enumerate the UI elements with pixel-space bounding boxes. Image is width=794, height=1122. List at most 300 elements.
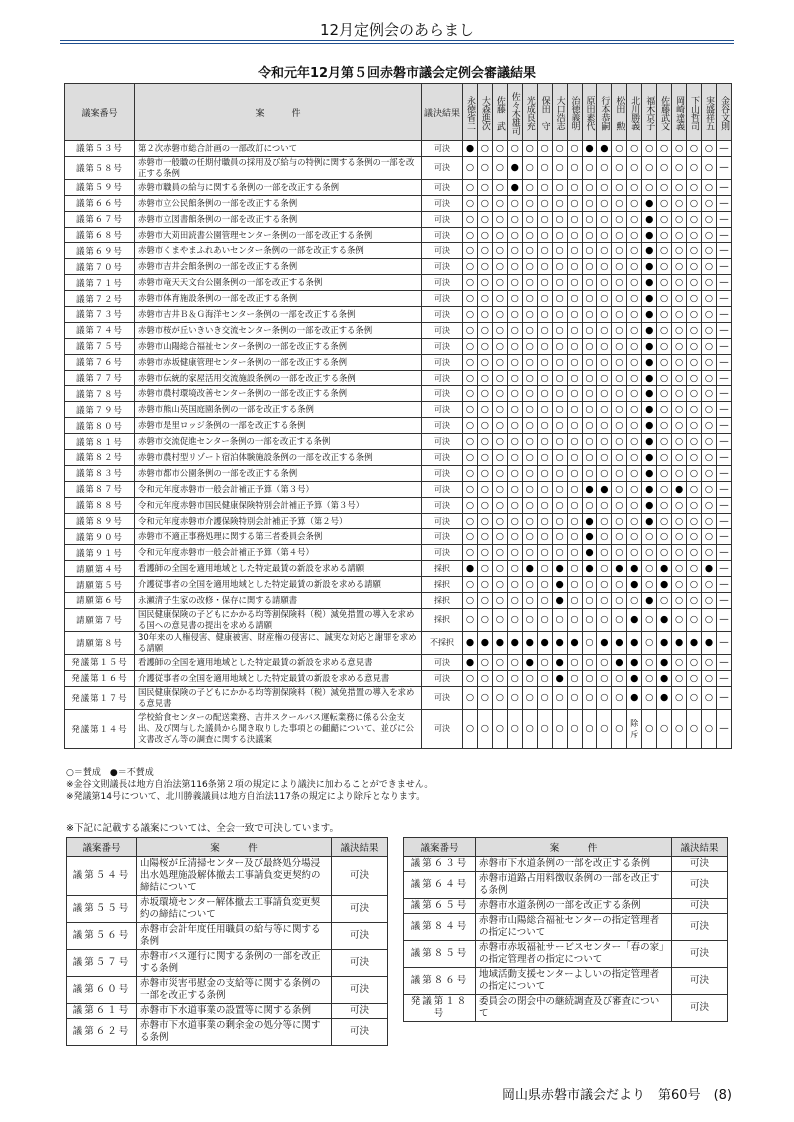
vote-mark: ○	[627, 291, 642, 307]
vote-mark: ○	[477, 243, 492, 259]
vote-mark: ○	[672, 259, 687, 275]
bill-result: 採択	[422, 577, 463, 593]
vote-mark: ○	[522, 195, 537, 211]
bill-title: 赤磐市吉井Ｂ＆Ｇ海洋センター条例の一部を改正する条例	[135, 307, 422, 323]
vote-mark: ○	[582, 195, 597, 211]
vote-mark: ○	[537, 402, 552, 418]
vote-mark: ○	[552, 545, 567, 561]
vote-mark: —	[716, 631, 731, 654]
vote-mark: ○	[597, 227, 612, 243]
vote-mark: ○	[507, 654, 522, 670]
vote-mark: ○	[567, 275, 582, 291]
vote-mark: ○	[522, 156, 537, 179]
header-result: 議決結果	[422, 84, 463, 141]
bill-number: 議第６６号	[65, 195, 135, 211]
vote-mark: ○	[477, 338, 492, 354]
vote-mark: ○	[552, 141, 567, 157]
member-name: 佐藤 武	[492, 84, 507, 141]
vote-mark: ●	[642, 291, 657, 307]
vote-mark: ○	[537, 481, 552, 497]
table-row	[65, 243, 732, 259]
bill-result: 可決	[672, 995, 728, 1022]
vote-mark: ○	[537, 354, 552, 370]
vote-mark: ○	[463, 608, 478, 631]
bill-result: 可決	[422, 338, 463, 354]
vote-mark: ○	[567, 670, 582, 686]
vote-mark: ●	[672, 631, 687, 654]
vote-mark: ○	[687, 259, 702, 275]
bill-result: 可決	[332, 857, 388, 896]
vote-mark: ○	[687, 418, 702, 434]
vote-mark: ○	[507, 338, 522, 354]
vote-mark: ○	[477, 418, 492, 434]
member-name: 下山哲司	[687, 84, 702, 141]
vote-mark: ○	[477, 291, 492, 307]
table-row	[65, 291, 732, 307]
vote-mark: ○	[687, 211, 702, 227]
vote-mark: ○	[642, 561, 657, 577]
vote-mark: ○	[612, 156, 627, 179]
vote-mark: ○	[687, 497, 702, 513]
vote-mark: ●	[597, 631, 612, 654]
vote-mark: ●	[642, 227, 657, 243]
vote-mark: ○	[627, 338, 642, 354]
vote-mark: ●	[522, 654, 537, 670]
bill-result: 可決	[672, 914, 728, 941]
vote-mark: ○	[463, 434, 478, 450]
header-item: 案 件	[476, 838, 672, 857]
vote-mark: ○	[597, 545, 612, 561]
vote-mark: ○	[552, 402, 567, 418]
table-row	[65, 497, 732, 513]
vote-mark: ●	[477, 631, 492, 654]
bill-number: 発議第１５号	[65, 654, 135, 670]
vote-mark: ○	[507, 561, 522, 577]
page-footer: 岡山県赤磐市議会だより 第60号 (8)	[502, 1088, 732, 1103]
bill-number: 議第６２号	[67, 1019, 137, 1046]
vote-mark: ○	[567, 195, 582, 211]
bill-number: 議第８７号	[65, 481, 135, 497]
table-row	[65, 686, 732, 709]
bill-number: 議第７１号	[65, 275, 135, 291]
vote-mark: ○	[672, 243, 687, 259]
member-name: 行本恭嗣	[597, 84, 612, 141]
vote-mark: ○	[507, 608, 522, 631]
vote-mark: ○	[672, 211, 687, 227]
vote-mark: ○	[657, 338, 672, 354]
bill-number: 議第５４号	[67, 857, 137, 896]
table-row	[65, 386, 732, 402]
vote-mark: ○	[522, 227, 537, 243]
bill-title: 赤磐市立図書館条例の一部を改正する条例	[135, 211, 422, 227]
member-name: 原田素代	[582, 84, 597, 141]
member-name: 北川勝義	[627, 84, 642, 141]
vote-mark: ○	[567, 211, 582, 227]
vote-mark: ○	[657, 513, 672, 529]
vote-mark: ○	[582, 179, 597, 195]
vote-mark: ○	[567, 654, 582, 670]
vote-mark: ○	[567, 577, 582, 593]
vote-mark: ●	[687, 631, 702, 654]
vote-mark: ○	[597, 654, 612, 670]
vote-mark: ○	[597, 195, 612, 211]
bill-number: 発議第１７号	[65, 686, 135, 709]
table-row	[65, 141, 732, 157]
vote-mark: ○	[507, 322, 522, 338]
vote-mark: ○	[627, 322, 642, 338]
bill-title: 赤磐市一般職の任期付職員の採用及び給与の特例に関する条例の一部を改正する条例	[135, 156, 422, 179]
vote-mark: ○	[492, 195, 507, 211]
vote-mark: ○	[492, 513, 507, 529]
vote-mark: ○	[477, 370, 492, 386]
vote-mark: ○	[672, 670, 687, 686]
vote-mark: ○	[702, 259, 717, 275]
bill-number: 議第７３号	[65, 307, 135, 323]
vote-mark: ○	[687, 608, 702, 631]
vote-mark: ○	[702, 141, 717, 157]
vote-mark: ○	[597, 709, 612, 748]
vote-mark: ○	[492, 291, 507, 307]
vote-mark: ○	[477, 450, 492, 466]
vote-mark: ○	[477, 593, 492, 609]
voting-results-table	[64, 83, 732, 749]
vote-mark: ○	[582, 497, 597, 513]
vote-mark: ○	[492, 275, 507, 291]
vote-mark: ○	[582, 686, 597, 709]
vote-mark: ○	[492, 156, 507, 179]
vote-mark: ○	[687, 243, 702, 259]
vote-mark: ○	[537, 545, 552, 561]
table-row	[404, 995, 728, 1022]
bill-result: 可決	[332, 1004, 388, 1019]
vote-mark: ●	[642, 307, 657, 323]
bill-title: 赤磐市水道条例の一部を改正する条例	[476, 899, 672, 914]
vote-mark: ○	[567, 370, 582, 386]
vote-mark: ○	[507, 481, 522, 497]
bill-title: 赤磐市立公民館条例の一部を改正する条例	[135, 195, 422, 211]
vote-mark: ○	[507, 259, 522, 275]
table-row	[404, 872, 728, 899]
vote-mark: ○	[597, 275, 612, 291]
vote-mark: ○	[582, 259, 597, 275]
vote-mark: ○	[687, 654, 702, 670]
bill-number: 議第６５号	[404, 899, 476, 914]
vote-mark: ○	[522, 322, 537, 338]
bill-number: 議第７０号	[65, 259, 135, 275]
vote-mark: ○	[492, 338, 507, 354]
vote-mark: ○	[672, 593, 687, 609]
vote-mark: ○	[657, 545, 672, 561]
vote-mark: ○	[507, 370, 522, 386]
vote-mark: —	[716, 434, 731, 450]
vote-mark: ○	[537, 709, 552, 748]
vote-mark: ○	[522, 529, 537, 545]
vote-mark: ○	[477, 686, 492, 709]
vote-mark: ○	[477, 434, 492, 450]
vote-mark: ○	[463, 243, 478, 259]
vote-mark: ○	[672, 322, 687, 338]
unanimous-right-body	[404, 857, 728, 1022]
table-row	[65, 227, 732, 243]
vote-mark: ○	[672, 354, 687, 370]
vote-mark: ○	[702, 402, 717, 418]
bill-title: 地域活動支援センターよしいの指定管理者の指定について	[476, 968, 672, 995]
header-rule	[60, 40, 734, 44]
bill-result: 可決	[422, 529, 463, 545]
vote-mark: ○	[612, 141, 627, 157]
vote-mark: ○	[477, 709, 492, 748]
vote-mark: ○	[537, 465, 552, 481]
vote-mark: ○	[702, 481, 717, 497]
vote-mark: ●	[657, 670, 672, 686]
bill-title: 国民健康保険の子どもにかかる均等割保険料（税）減免措置の導入を求める国への意見書の提出を求める請願	[135, 608, 422, 631]
vote-mark: ○	[612, 402, 627, 418]
vote-mark: ○	[477, 465, 492, 481]
vote-mark: ○	[492, 386, 507, 402]
vote-mark: ○	[477, 354, 492, 370]
vote-mark: ○	[627, 593, 642, 609]
vote-mark: ○	[507, 593, 522, 609]
vote-mark: ○	[582, 434, 597, 450]
vote-mark: ○	[672, 608, 687, 631]
vote-mark: ○	[657, 275, 672, 291]
vote-mark: ○	[657, 434, 672, 450]
table-row	[404, 968, 728, 995]
unanimous-notice: ※下記に記載する議案については、全会一致で可決しています。	[66, 823, 340, 834]
vote-mark: ○	[537, 450, 552, 466]
vote-mark: ○	[612, 291, 627, 307]
vote-mark: ●	[507, 156, 522, 179]
vote-mark: ○	[477, 513, 492, 529]
vote-mark: ○	[567, 608, 582, 631]
vote-mark: ○	[597, 211, 612, 227]
vote-mark: ○	[537, 291, 552, 307]
bill-title: 赤磐市交流促進センター条例の一部を改正する条例	[135, 434, 422, 450]
bill-title: 赤磐市くまやまふれあいセンター条例の一部を改正する条例	[135, 243, 422, 259]
vote-mark: ○	[612, 529, 627, 545]
bill-number: 議第７４号	[65, 322, 135, 338]
vote-mark: ○	[687, 402, 702, 418]
vote-mark: ○	[627, 179, 642, 195]
vote-mark: ○	[597, 243, 612, 259]
vote-mark: ●	[642, 338, 657, 354]
vote-mark: ●	[642, 386, 657, 402]
table-row	[404, 941, 728, 968]
vote-mark: ○	[627, 497, 642, 513]
vote-mark: ●	[582, 513, 597, 529]
vote-mark: ○	[702, 465, 717, 481]
vote-mark: ○	[552, 354, 567, 370]
vote-mark: ○	[552, 497, 567, 513]
vote-mark: ○	[627, 402, 642, 418]
vote-mark: ○	[702, 654, 717, 670]
vote-mark: ○	[672, 450, 687, 466]
vote-mark: ○	[582, 709, 597, 748]
vote-mark: ○	[612, 211, 627, 227]
vote-mark: ○	[567, 465, 582, 481]
bill-number: 発議第１６号	[65, 670, 135, 686]
vote-mark: ○	[642, 577, 657, 593]
vote-mark: —	[716, 243, 731, 259]
header-result: 議決結果	[672, 838, 728, 857]
vote-mark: ○	[582, 338, 597, 354]
bill-result: 可決	[422, 513, 463, 529]
vote-mark: ○	[612, 179, 627, 195]
vote-mark: ○	[522, 513, 537, 529]
bill-title: 赤磐市吉井会館条例の一部を改正する条例	[135, 259, 422, 275]
bill-result: 可決	[332, 896, 388, 923]
vote-mark: ○	[552, 450, 567, 466]
bill-title: 赤磐市災害弔慰金の支給等に関する条例の一部を改正する条例	[137, 977, 332, 1004]
table-row	[65, 211, 732, 227]
vote-mark: ○	[537, 322, 552, 338]
vote-mark: —	[716, 259, 731, 275]
bill-title: 第２次赤磐市総合計画の一部改訂について	[135, 141, 422, 157]
vote-mark: —	[716, 561, 731, 577]
vote-mark: ○	[627, 156, 642, 179]
vote-mark: ○	[642, 141, 657, 157]
table-row	[67, 1004, 388, 1019]
table-row	[65, 307, 732, 323]
vote-mark: ○	[657, 243, 672, 259]
vote-mark: ●	[642, 481, 657, 497]
vote-mark: ○	[463, 211, 478, 227]
vote-mark: ●	[702, 631, 717, 654]
vote-mark: ○	[702, 513, 717, 529]
bill-title: 国民健康保険の子どもにかかる均等割保険料（税）減免措置の導入を求める意見書	[135, 686, 422, 709]
vote-mark: ●	[507, 631, 522, 654]
vote-mark: ○	[627, 418, 642, 434]
vote-mark: ○	[492, 418, 507, 434]
vote-mark: ●	[463, 654, 478, 670]
vote-mark: ○	[507, 434, 522, 450]
vote-mark: ○	[492, 608, 507, 631]
vote-mark: ○	[567, 513, 582, 529]
bill-number: 議第６０号	[67, 977, 137, 1004]
vote-mark: ●	[522, 631, 537, 654]
bill-title: 山陽桜が丘清掃センター及び最終処分場浸出水処理施設解体撤去工事請負変更契約の締結について	[137, 857, 332, 896]
table-row	[65, 338, 732, 354]
vote-mark: —	[716, 593, 731, 609]
bill-title: 赤磐市下水道事業の剰余金の処分等に関する条例	[137, 1019, 332, 1046]
vote-mark: ○	[582, 211, 597, 227]
vote-mark: ○	[537, 275, 552, 291]
vote-mark: ○	[687, 275, 702, 291]
vote-mark: ○	[463, 291, 478, 307]
bill-result: 可決	[422, 481, 463, 497]
vote-mark: ○	[612, 686, 627, 709]
bill-number: 議第８５号	[404, 941, 476, 968]
bill-number: 議第７９号	[65, 402, 135, 418]
vote-mark: ○	[537, 686, 552, 709]
vote-mark: ○	[507, 497, 522, 513]
vote-mark: ○	[702, 608, 717, 631]
vote-mark: ○	[582, 291, 597, 307]
vote-mark: ○	[507, 686, 522, 709]
vote-mark: —	[716, 545, 731, 561]
vote-mark: —	[716, 275, 731, 291]
bill-result: 採択	[422, 593, 463, 609]
vote-mark: ○	[537, 370, 552, 386]
bill-result: 採択	[422, 561, 463, 577]
vote-mark: ○	[492, 307, 507, 323]
vote-mark: ○	[687, 434, 702, 450]
vote-mark: ○	[687, 529, 702, 545]
vote-mark: ○	[507, 465, 522, 481]
vote-mark: ●	[642, 593, 657, 609]
table-row	[65, 418, 732, 434]
vote-mark: ●	[463, 631, 478, 654]
vote-mark: ○	[552, 465, 567, 481]
vote-mark: ○	[627, 243, 642, 259]
vote-mark: ○	[507, 402, 522, 418]
vote-mark: ●	[642, 418, 657, 434]
vote-mark: ○	[642, 156, 657, 179]
vote-mark: ○	[537, 307, 552, 323]
bill-title: 永瀬清子生家の改修・保存に関する請願書	[135, 593, 422, 609]
bill-title: 赤磐市山陽総合福祉センターの指定管理者の指定について	[476, 914, 672, 941]
vote-mark: ○	[522, 386, 537, 402]
vote-mark: ○	[597, 434, 612, 450]
vote-mark: ○	[552, 307, 567, 323]
vote-mark: ○	[492, 709, 507, 748]
vote-mark: ●	[642, 450, 657, 466]
bill-number: 議第６１号	[67, 1004, 137, 1019]
vote-mark: ○	[582, 465, 597, 481]
bill-number: 議第７５号	[65, 338, 135, 354]
vote-mark: ○	[687, 545, 702, 561]
vote-mark: ●	[582, 545, 597, 561]
vote-mark: ○	[702, 211, 717, 227]
vote-mark: ○	[463, 156, 478, 179]
vote-mark: ○	[627, 354, 642, 370]
bill-title: 30年来の人権侵害、健康被害、財産権の侵害に、誠実な対応と謝罪を求める請願	[135, 631, 422, 654]
vote-mark: ○	[463, 179, 478, 195]
vote-mark: ○	[537, 195, 552, 211]
vote-mark: ○	[477, 402, 492, 418]
vote-mark: ○	[492, 654, 507, 670]
table-row	[65, 322, 732, 338]
vote-mark: ○	[672, 654, 687, 670]
vote-mark: ○	[522, 545, 537, 561]
vote-mark: —	[716, 529, 731, 545]
vote-mark: ○	[657, 291, 672, 307]
vote-mark: ○	[582, 593, 597, 609]
vote-mark: ○	[597, 402, 612, 418]
table-row	[65, 593, 732, 609]
bill-title: 赤磐市下水道事業の設置等に関する条例	[137, 1004, 332, 1019]
vote-mark: ●	[657, 654, 672, 670]
vote-mark: ○	[507, 211, 522, 227]
table-row	[65, 561, 732, 577]
bill-number: 議第９０号	[65, 529, 135, 545]
vote-mark: ○	[582, 307, 597, 323]
vote-mark: ○	[522, 481, 537, 497]
vote-mark: ○	[657, 418, 672, 434]
vote-mark: ○	[597, 577, 612, 593]
vote-mark: ○	[597, 686, 612, 709]
vote-mark: ○	[612, 608, 627, 631]
member-name: 金谷文則	[716, 84, 731, 141]
bill-number: 議第８０号	[65, 418, 135, 434]
vote-mark: ○	[582, 322, 597, 338]
vote-mark: ○	[627, 545, 642, 561]
bill-title: 赤磐市バス運行に関する条例の一部を改正する条例	[137, 950, 332, 977]
bill-result: 可決	[332, 950, 388, 977]
vote-mark: ○	[522, 259, 537, 275]
vote-mark: ○	[582, 227, 597, 243]
vote-mark: ○	[672, 529, 687, 545]
